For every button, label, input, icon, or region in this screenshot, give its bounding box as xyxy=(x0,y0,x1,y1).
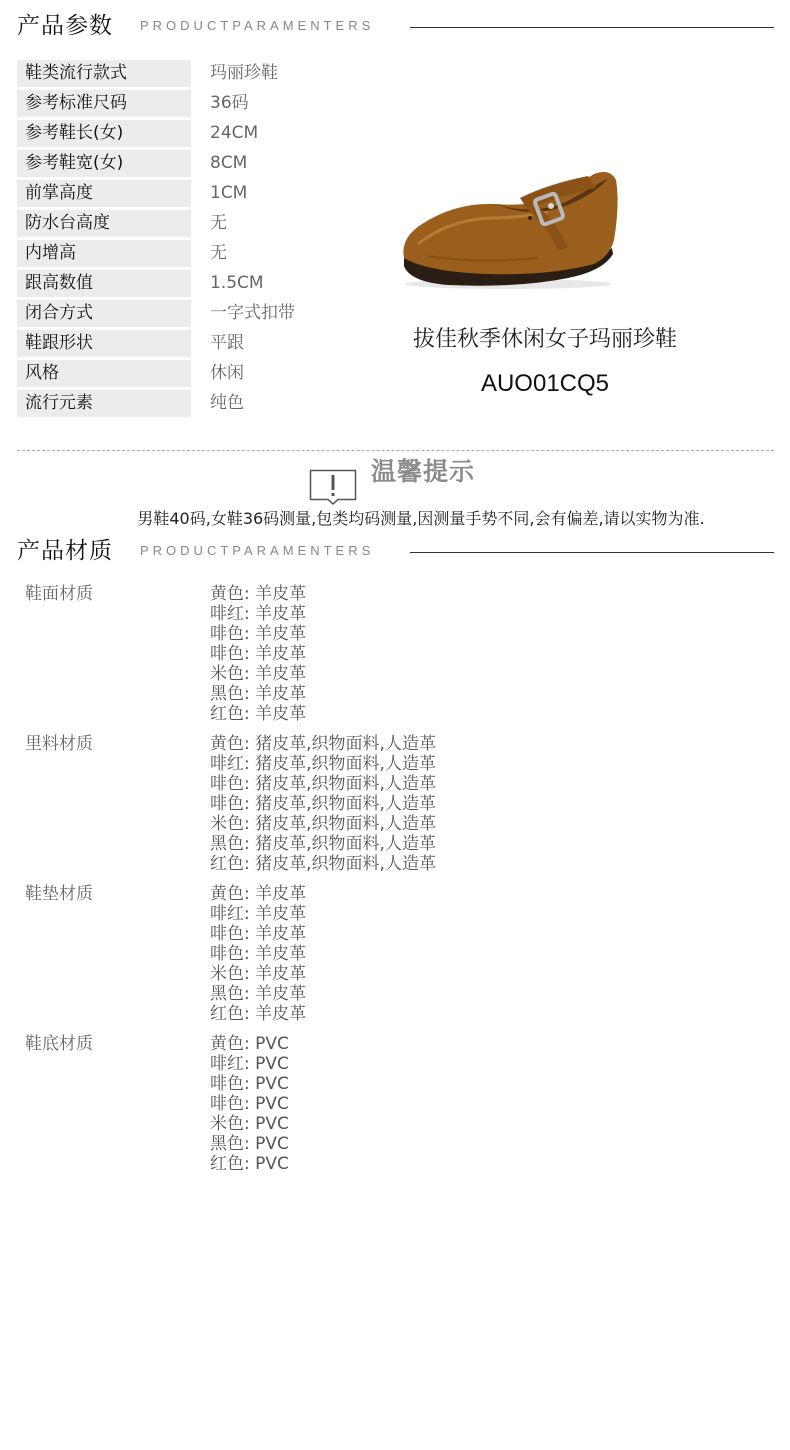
material-line: 黑色: 羊皮革 xyxy=(210,984,307,1004)
material-line: 啡红: 猪皮革,织物面料,人造革 xyxy=(210,754,436,774)
material-line: 啡色: 羊皮革 xyxy=(210,944,307,964)
material-line: 啡色: PVC xyxy=(210,1074,289,1094)
material-line: 黑色: 猪皮革,织物面料,人造革 xyxy=(210,834,436,854)
param-value: 休闲 xyxy=(210,363,244,383)
material-line: 啡色: 猪皮革,织物面料,人造革 xyxy=(210,794,436,814)
material-line: 啡红: PVC xyxy=(210,1054,289,1074)
param-value: 一字式扣带 xyxy=(210,303,295,323)
param-label: 闭合方式 xyxy=(17,300,191,327)
param-value: 平跟 xyxy=(210,333,244,353)
param-value: 8CM xyxy=(210,153,248,173)
material-line: 黄色: 羊皮革 xyxy=(210,884,307,904)
material-line: 啡色: 羊皮革 xyxy=(210,644,307,664)
material-label: 鞋面材质 xyxy=(25,584,93,604)
dashed-divider xyxy=(17,450,774,451)
param-value: 无 xyxy=(210,243,227,263)
param-label: 前掌高度 xyxy=(17,180,191,207)
param-value: 1CM xyxy=(210,183,248,203)
material-line: 啡色: 羊皮革 xyxy=(210,624,307,644)
material-line: 黄色: 猪皮革,织物面料,人造革 xyxy=(210,734,436,754)
product-name: 拔佳秋季休闲女子玛丽珍鞋 xyxy=(412,327,677,352)
exclamation-speech-bubble-icon xyxy=(309,469,357,505)
param-value: 纯色 xyxy=(210,393,244,413)
param-label: 鞋类流行款式 xyxy=(17,60,191,87)
material-line: 红色: PVC xyxy=(210,1154,289,1174)
material-line: 红色: 羊皮革 xyxy=(210,1004,307,1024)
material-line: 米色: 羊皮革 xyxy=(210,964,307,984)
material-line: 红色: 羊皮革 xyxy=(210,704,307,724)
notice-text: 男鞋40码,女鞋36码测量,包类均码测量,因测量手势不同,会有偏差,请以实物为准. xyxy=(137,509,705,528)
param-label: 鞋跟形状 xyxy=(17,330,191,357)
params-section-title: 产品参数 xyxy=(17,13,113,39)
materials-section-rule xyxy=(410,552,774,553)
material-line: 啡色: 猪皮革,织物面料,人造革 xyxy=(210,774,436,794)
param-value: 36码 xyxy=(210,93,249,113)
material-values xyxy=(210,1034,289,1174)
param-label: 风格 xyxy=(17,360,191,387)
material-label: 鞋底材质 xyxy=(25,1034,93,1054)
param-label: 参考标准尺码 xyxy=(17,90,191,117)
params-section-header xyxy=(17,9,774,43)
material-label: 里料材质 xyxy=(25,734,93,754)
material-line: 黄色: PVC xyxy=(210,1034,289,1054)
materials-section-header xyxy=(17,534,774,568)
material-line: 米色: PVC xyxy=(210,1114,289,1134)
material-label: 鞋垫材质 xyxy=(25,884,93,904)
param-label: 流行元素 xyxy=(17,390,191,417)
material-line: 啡红: 羊皮革 xyxy=(210,604,307,624)
param-label: 参考鞋宽(女) xyxy=(17,150,191,177)
param-label: 内增高 xyxy=(17,240,191,267)
material-line: 米色: 猪皮革,织物面料,人造革 xyxy=(210,814,436,834)
material-values xyxy=(210,734,436,874)
material-line: 黑色: PVC xyxy=(210,1134,289,1154)
material-line: 啡色: 羊皮革 xyxy=(210,924,307,944)
product-shoe-image xyxy=(398,158,623,293)
param-value: 玛丽珍鞋 xyxy=(210,63,278,83)
material-line: 黄色: 羊皮革 xyxy=(210,584,307,604)
product-code: AUO01CQ5 xyxy=(480,370,610,397)
materials-section-title: 产品材质 xyxy=(17,538,113,564)
material-line: 黑色: 羊皮革 xyxy=(210,684,307,704)
param-value: 1.5CM xyxy=(210,273,264,293)
params-section-rule xyxy=(410,27,774,28)
notice-title: 温馨提示 xyxy=(371,457,476,486)
param-value: 无 xyxy=(210,213,227,233)
material-line: 米色: 羊皮革 xyxy=(210,664,307,684)
param-value: 24CM xyxy=(210,123,259,143)
param-label: 参考鞋长(女) xyxy=(17,120,191,147)
material-line: 啡红: 羊皮革 xyxy=(210,904,307,924)
material-values xyxy=(210,884,306,1024)
materials-section-subtitle: PRODUCTPARAMENTERS xyxy=(140,543,375,558)
material-line: 红色: 猪皮革,织物面料,人造革 xyxy=(210,854,436,874)
params-section-subtitle: PRODUCTPARAMENTERS xyxy=(140,18,375,33)
param-label: 跟高数值 xyxy=(17,270,191,297)
material-values xyxy=(210,584,306,724)
material-line: 啡色: PVC xyxy=(210,1094,289,1114)
param-label: 防水台高度 xyxy=(17,210,191,237)
